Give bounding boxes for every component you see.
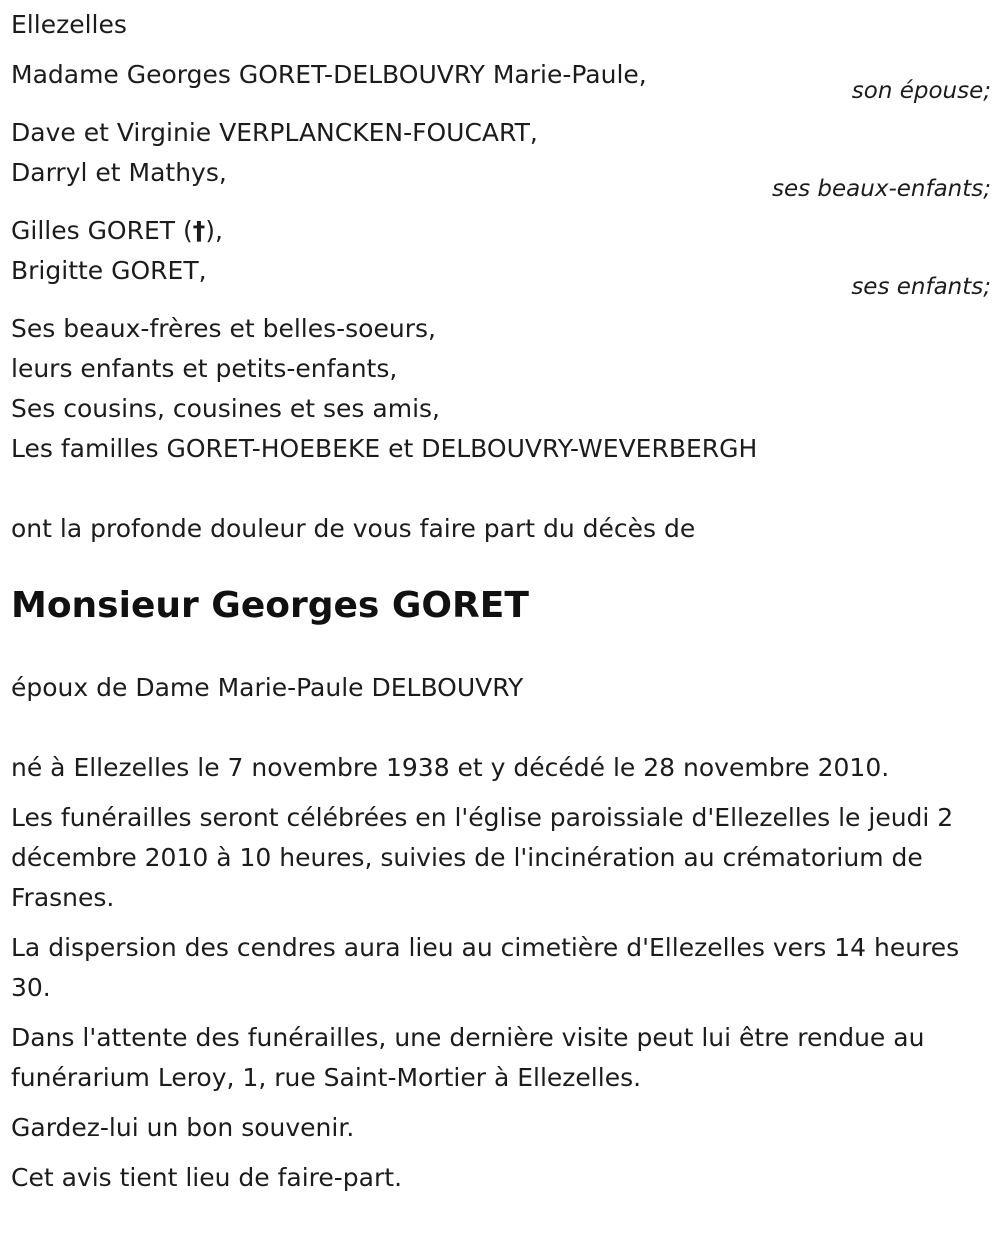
deceased-name: Monsieur Georges GORET xyxy=(11,585,529,626)
stepchild-line: Dave et Virginie VERPLANCKEN-FOUCART, xyxy=(11,118,538,147)
paragraph-closing: Cet avis tient lieu de faire-part. xyxy=(11,1163,403,1192)
relatives-line: Les familles GORET-HOEBEKE et DELBOUVRY-WEVERBERGH xyxy=(11,434,758,463)
paragraph-souvenir: Gardez-lui un bon souvenir. xyxy=(11,1113,355,1142)
relatives-line: Ses cousins, cousines et ses amis, xyxy=(11,394,440,423)
relatives-line: leurs enfants et petits-enfants, xyxy=(11,354,398,383)
location: Ellezelles xyxy=(11,10,127,39)
deceased-cross-icon: † xyxy=(192,216,206,245)
stepchildren-role: ses beaux-enfants; xyxy=(771,176,991,202)
child-suffix: ), xyxy=(205,216,223,245)
stepchild-line: Darryl et Mathys, xyxy=(11,158,227,187)
obituary-notice xyxy=(11,5,991,1198)
spouse-line: Madame Georges GORET-DELBOUVRY Marie-Paule, xyxy=(11,60,647,89)
paragraph-funeral: Les funérailles seront célébrées en l'église paroissiale d'Ellezelles le jeudi 2 décembre 2010 à 10 heures, suivies de l'incinération au crématorium de Frasnes. xyxy=(11,803,954,912)
child-name: Gilles GORET ( xyxy=(11,216,193,245)
spouse-of: époux de Dame Marie-Paule DELBOUVRY xyxy=(11,673,524,702)
paragraph-ashes: La dispersion des cendres aura lieu au cimetière d'Ellezelles vers 14 heures 30. xyxy=(11,933,960,1002)
spouse-role: son épouse; xyxy=(851,78,991,104)
paragraph-visit: Dans l'attente des funérailles, une dernière visite peut lui être rendue au funérarium Leroy, 1, rue Saint-Mortier à Ellezelles. xyxy=(11,1023,925,1092)
announcement: ont la profonde douleur de vous faire part du décès de xyxy=(11,514,696,543)
child-line: Brigitte GORET, xyxy=(11,256,207,285)
relatives-line: Ses beaux-frères et belles-soeurs, xyxy=(11,314,436,343)
child-line xyxy=(11,211,991,251)
children-role: ses enfants; xyxy=(851,274,991,300)
paragraph-birth-death: né à Ellezelles le 7 novembre 1938 et y décédé le 28 novembre 2010. xyxy=(11,753,890,782)
